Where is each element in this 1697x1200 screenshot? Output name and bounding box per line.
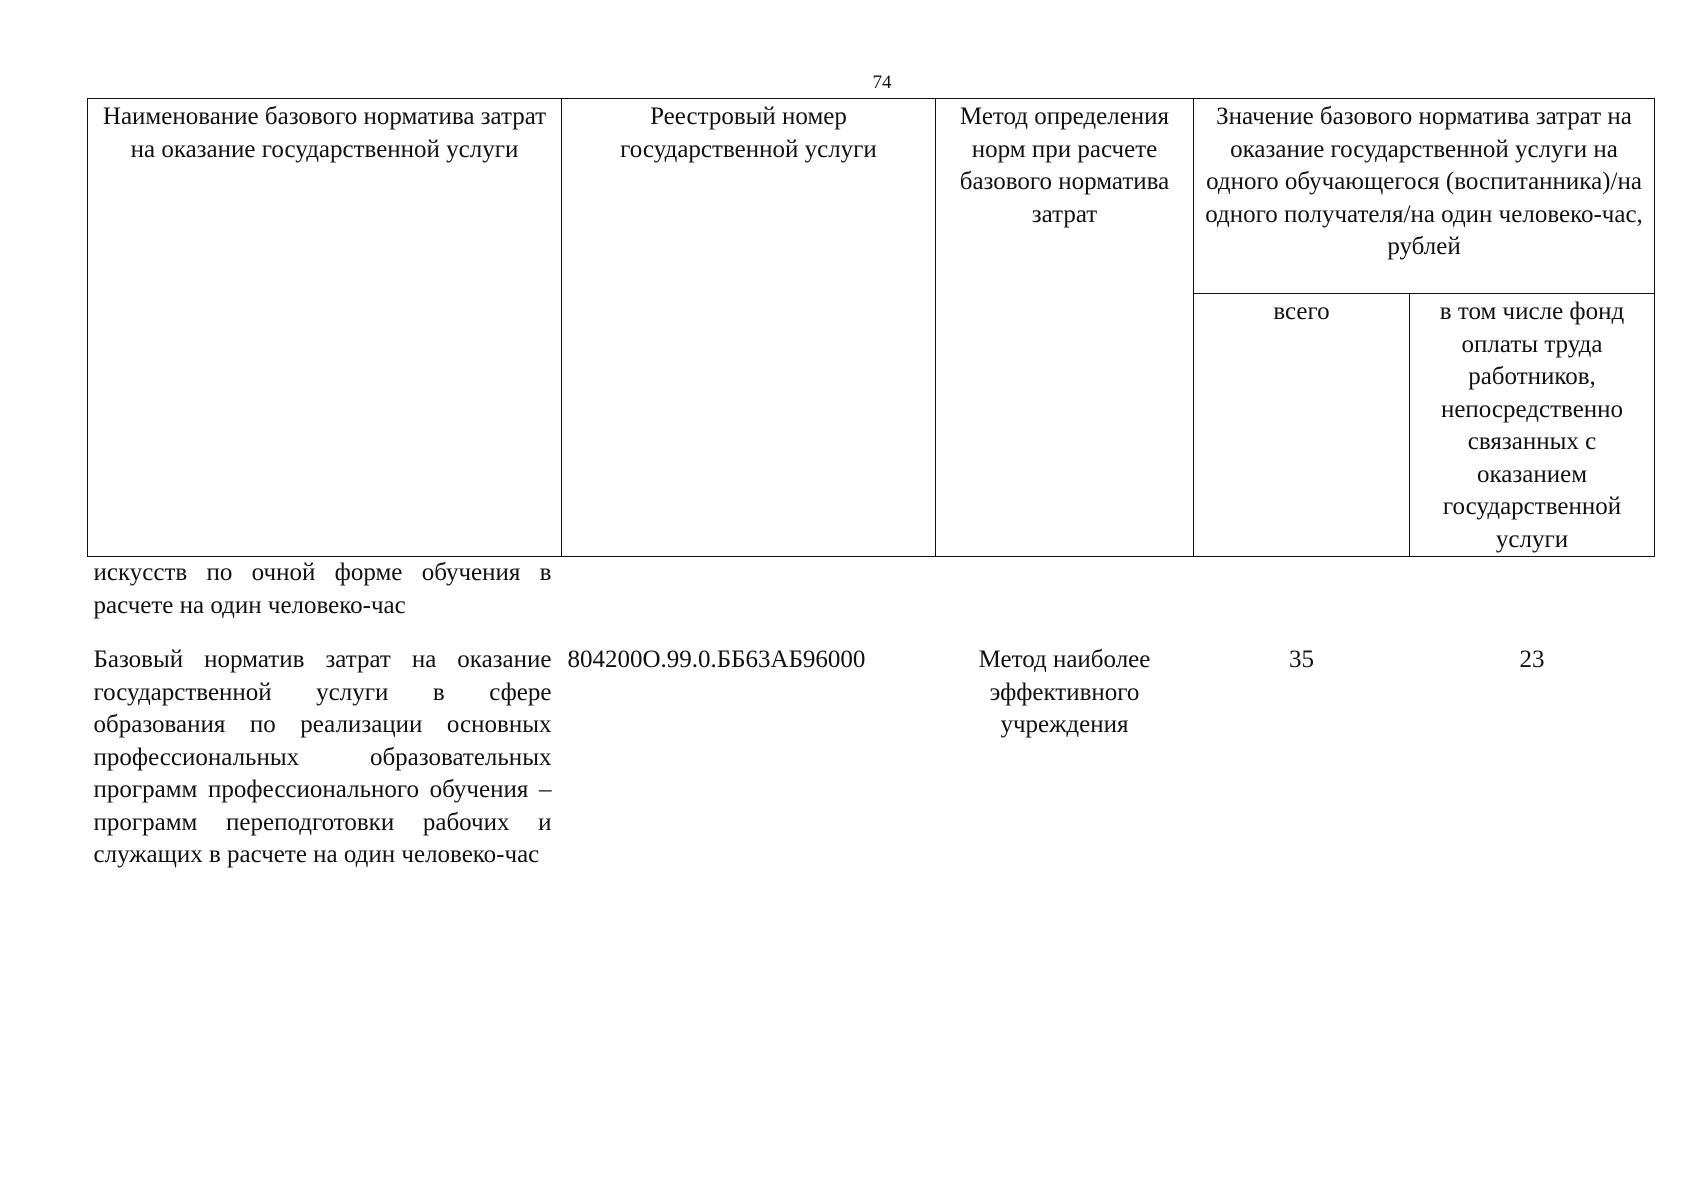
row-method (936, 557, 1194, 645)
table-body (88, 557, 1655, 872)
table-header (88, 99, 1655, 557)
header-total: всего (1194, 294, 1410, 557)
row-registry-number (562, 557, 936, 645)
row-total (1194, 557, 1410, 645)
page-number: 74 (872, 72, 892, 93)
base-norm-table (87, 98, 1655, 872)
header-norm-value: Значение базового норматива затрат на оказание государственной услуги на одного обучающегося (воспитанника)/на одного получателя/на один человеко-час, рублей (1194, 99, 1655, 294)
table-row (88, 557, 1655, 645)
header-registry-number: Реестровый номер государственной услуги (562, 99, 936, 557)
row-wage-fund (1410, 557, 1655, 645)
row-norm-name: Базовый норматив затрат на оказание государственной услуги в сфере образования по реализации основных профессиональных образовательных программ профессионального обучения – программ переподготовки рабочих и служащих в расчете на один человеко-час (93, 646, 552, 868)
header-method: Метод определения норм при расчете базового норматива затрат (936, 99, 1194, 557)
table-row (88, 644, 1655, 872)
row-registry-number: 804200О.99.0.ББ63АБ96000 (567, 646, 866, 673)
header-wage-fund: в том числе фонд оплаты труда работников, непосредственно связанных с оказанием государственной услуги (1410, 294, 1655, 557)
header-norm-name: Наименование базового норматива затрат на оказание государственной услуги (88, 99, 562, 557)
row-method: Метод наиболее эффективного учреждения (978, 646, 1151, 738)
row-wage-fund: 23 (1519, 646, 1545, 673)
row-total: 35 (1289, 646, 1314, 673)
row-norm-name: искусств по очной форме обучения в расчете на один человеко-час (93, 559, 552, 619)
